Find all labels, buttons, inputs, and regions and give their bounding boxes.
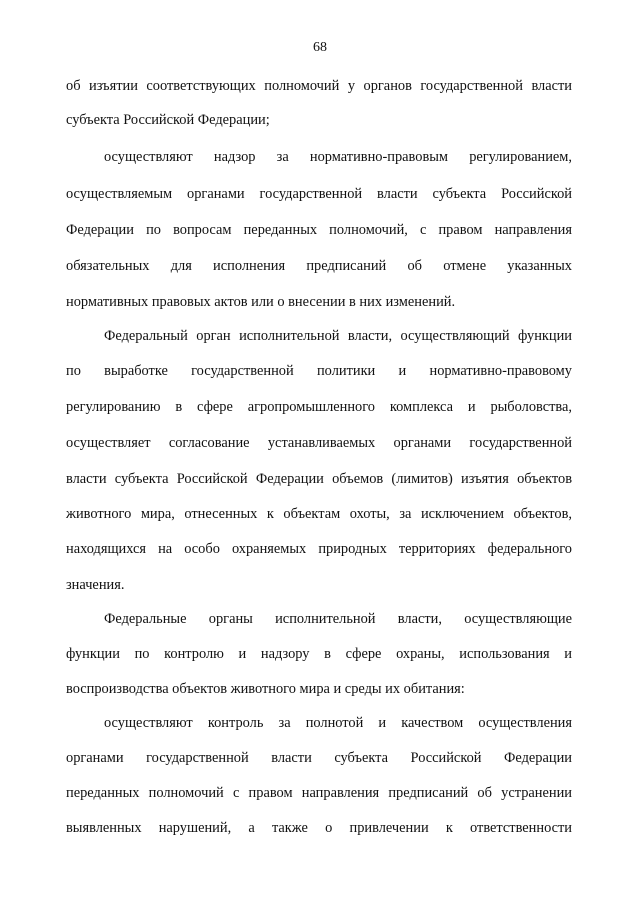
text-line: органами государственной власти субъекта Российской Федерации [66,750,572,766]
text-line: об изъятии соответствующих полномочий у органов государственной власти [66,78,572,94]
text-line: осуществляет согласование устанавливаемых органами государственной [66,435,572,451]
text-line: субъекта Российской Федерации; [66,112,270,128]
text-line: власти субъекта Российской Федерации объемов (лимитов) изъятия объектов [66,471,572,487]
text-line: функции по контролю и надзору в сфере охраны, использования и [66,646,572,662]
page-number: 68 [313,40,327,55]
text-line: нормативных правовых актов или о внесении в них изменений. [66,294,456,310]
text-line: регулированию в сфере агропромышленного комплекса и рыболовства, [66,399,572,415]
text-line: осуществляют контроль за полнотой и качеством осуществления [104,715,572,731]
text-line: осуществляемым органами государственной власти субъекта Российской [66,186,572,202]
text-line: воспроизводства объектов животного мира и среды их обитания: [66,681,465,697]
text-line: значения. [66,577,125,593]
text-line: животного мира, отнесенных к объектам охоты, за исключением объектов, [66,506,572,522]
text-line: по выработке государственной политики и нормативно-правовому [66,363,572,379]
text-line: выявленных нарушений, а также о привлечении к ответственности [66,820,572,836]
text-line: находящихся на особо охраняемых природных территориях федерального [66,541,572,557]
text-line: Федеральный орган исполнительной власти, осуществляющий функции [104,328,572,344]
text-line: обязательных для исполнения предписаний об отмене указанных [66,258,572,274]
text-line: Федеральные органы исполнительной власти, осуществляющие [104,611,572,627]
text-line: осуществляют надзор за нормативно-правовым регулированием, [104,149,572,165]
text-line: переданных полномочий с правом направления предписаний об устранении [66,785,572,801]
text-line: Федерации по вопросам переданных полномочий, с правом направления [66,222,572,238]
